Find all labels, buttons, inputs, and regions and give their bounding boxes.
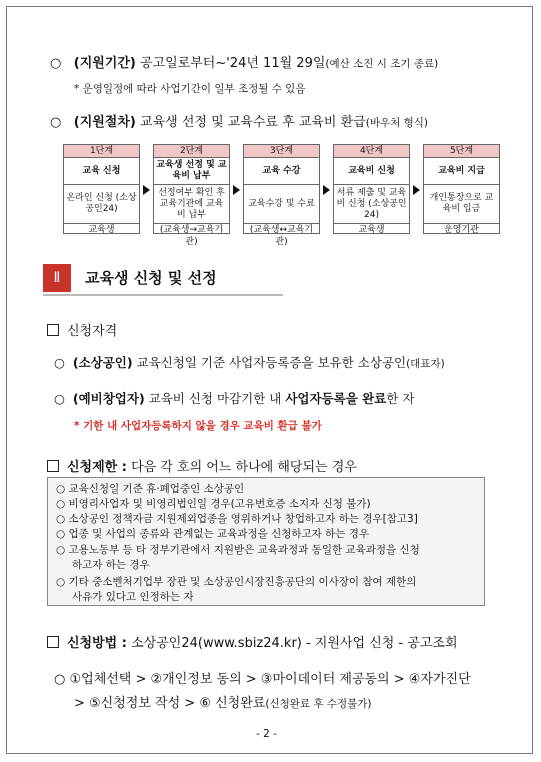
step-desc: 교육수강 및 수료 [244,185,319,224]
method-site: 소상공인24(www.sbiz24.kr) [131,636,302,651]
eligibility-item-1: ○ (소상공인) 교육신청일 기준 사업자등록증을 보유한 소상공인(대표자) [54,355,445,370]
method-path: - 지원사업 신청 - 공고조회 [306,636,458,651]
arrow-right-icon [143,185,150,195]
support-period-text: 공고일로부터~'24년 11월 29일 [140,56,326,71]
restriction-item: ○ 교육신청일 기준 휴·폐업중인 소상공인 [56,483,245,495]
eligibility-item-2: ○ (예비창업자) 교육비 신청 마감기한 내 사업자등록을 완료한 자 [54,391,415,406]
method-steps-line1: ○ ①업체선택 > ②개인정보 동의 > ③마이데이터 제공동의 > ④자가진단 [54,672,471,687]
section-title: 교육생 신청 및 선정 [85,269,217,287]
checkbox-square-icon [47,324,59,336]
bullet: ○ [50,115,62,130]
step-title: 교육 수강 [244,158,319,185]
step-desc: 서류 제출 및 교육비 신청 (소상공인24) [334,185,409,224]
eligibility-item2-text-a: 교육비 신청 마감기한 내 [148,391,282,406]
step-title: 교육비 신청 [334,158,409,185]
restriction-item: ○ 기타 중소벤처기업부 장관 및 소상공인시장진흥공단의 이사장이 참여 제한의 [56,576,417,588]
step-title: 교육생 선정 및 교육비 납부 [154,158,229,185]
arrow-right-icon [413,185,420,195]
step-4 [333,144,410,234]
step-desc: 개인통장으로 교육비 입금 [424,185,499,224]
support-procedure-text: 교육생 선정 및 교육수료 후 교육비 환급 [140,115,366,130]
restriction-item: ○ 비영리사업자 및 비영리법인일 경우(고유번호증 소지자 신청 불가) [56,498,371,510]
checkbox-square-icon [47,636,59,648]
arrow-right-icon [323,185,330,195]
step-3 [243,144,320,247]
support-procedure-suffix: (바우처 형식) [365,117,428,129]
step-title: 교육 신청 [64,158,139,185]
section-number: Ⅱ [43,264,71,292]
method-steps-suffix: (신청완료 후 수정불가) [265,698,372,710]
eligibility-warning: * 기한 내 사업자등록하지 않을 경우 교육비 환급 불가 [74,420,322,432]
step-desc: 선정여부 확인 후 교육기관에 교육비 납부 [154,185,229,224]
eligibility-item1-suffix: (대표자) [406,358,445,370]
method-steps-line2-text: > ⑤신청정보 작성 > ⑥ 신청완료 [74,696,266,711]
step-header: 5단계 [424,145,499,158]
eligibility-item2-text-c: 한 자 [386,391,415,406]
bullet: ○ [50,56,62,71]
step-header: 3단계 [244,145,319,158]
step-role: (교육생↔교육기관) [249,225,314,247]
restrictions-heading: 신청제한 : [67,460,127,475]
support-period-label: (지원기간) [73,56,136,71]
method-heading-row [47,632,458,651]
eligibility-item2-text-b: 사업자등록을 완료 [285,391,387,406]
step-1 [63,144,140,234]
step-role: 교육생 [358,225,385,235]
method-heading: 신청방법 : [67,636,127,651]
step-role: 운영기관 [444,225,479,235]
eligibility-item1-text: 교육신청일 기준 사업자등록증을 보유한 소상공인 [136,355,407,370]
section-underline [43,294,283,296]
page-number: - 2 - [256,728,277,740]
restrictions-heading-row [47,456,357,475]
step-title: 교육비 지급 [424,158,499,185]
step-role: 교육생 [88,225,115,235]
step-2 [153,144,230,247]
step-5 [423,144,500,234]
restriction-item-cont: 사유가 있다고 인정하는 자 [72,591,194,603]
step-header: 1단계 [64,145,139,158]
support-period-suffix: (예산 소진 시 조기 종료) [325,58,439,70]
step-header: 4단계 [334,145,409,158]
eligibility-item2-label: (예비창업자) [72,391,145,406]
arrow-right-icon [233,185,240,195]
restriction-item: ○ 소상공인 정책자금 지원제외업종을 영위하거나 창업하고자 하는 경우[참고3] [56,513,418,525]
restriction-item-cont: 하고자 하는 경우 [72,559,150,571]
step-role: (교육생→교육기관) [159,225,224,247]
step-desc: 온라인 신청 (소상공인24) [64,185,139,224]
support-procedure-label: (지원절차) [73,115,136,130]
checkbox-square-icon [47,460,59,472]
support-procedure-line [50,111,428,130]
eligibility-heading-row [47,320,117,339]
restrictions-heading-text: 다음 각 호의 어느 하나에 해당되는 경우 [131,460,357,475]
method-steps-line2 [74,692,372,711]
support-period-line [50,52,438,71]
step-header: 2단계 [154,145,229,158]
eligibility-item1-label: (소상공인) [72,355,133,370]
eligibility-heading: 신청자격 [67,324,118,339]
support-period-note: * 운영일정에 따라 사업기간이 일부 조정될 수 있음 [74,83,306,95]
restriction-item: ○ 업종 및 사업의 종류와 관계없는 교육과정을 신청하고자 하는 경우 [56,528,370,540]
restrictions-box [47,477,485,606]
restriction-item: ○ 고용노동부 등 타 정부기관에서 지원받은 교육과정과 동일한 교육과정을 신청 [56,544,420,556]
